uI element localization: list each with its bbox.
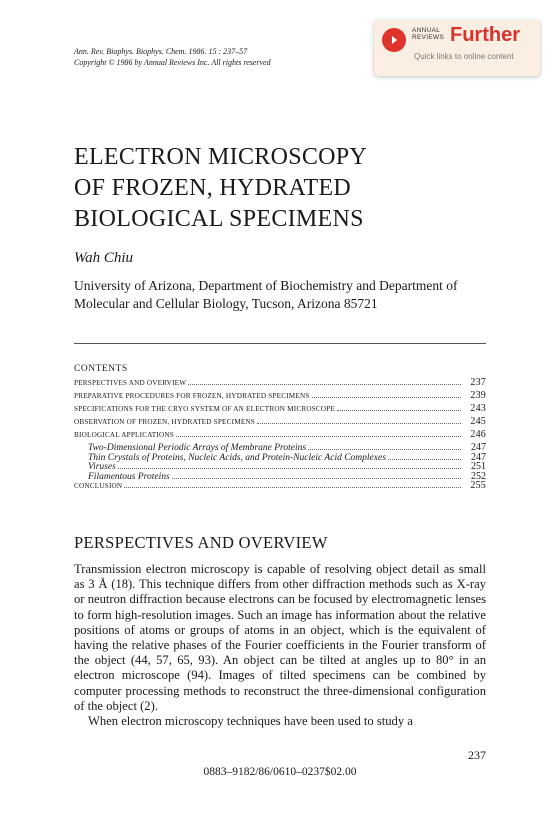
toc-entry-label: SPECIFICATIONS FOR THE CRYO SYSTEM OF AN ELECTRON MICROSCOPE xyxy=(74,405,336,413)
badge-reviews: REVIEWS xyxy=(412,34,445,41)
arrow-right-icon xyxy=(382,28,406,52)
toc-entry-page: 247 xyxy=(471,451,486,463)
toc-entry[interactable] xyxy=(74,452,486,462)
toc-leader-dots xyxy=(124,487,461,488)
toc-entry-page: 239 xyxy=(470,390,486,401)
toc-entry-page: 251 xyxy=(471,461,486,472)
toc-entry[interactable] xyxy=(74,416,486,429)
article-title xyxy=(74,142,494,235)
title-line1: ELECTRON MICROSCOPY xyxy=(74,144,368,170)
toc-leader-dots xyxy=(176,436,461,437)
badge-subtitle: Quick links to online content xyxy=(414,52,514,61)
toc-leader-dots xyxy=(188,384,461,385)
toc-entry[interactable] xyxy=(74,442,486,452)
body-paragraph: Transmission electron microscopy is capable of resolving object detail as small as 3 Å (18). This technique differs from other diffraction methods such as X-ray or neutron diffraction because electrons can be focused by electromagnetic lenses to form high-resolution images. Such an image has information about the relative positions of atoms or groups of atoms in an object, which is the equivalent of having the relative phases of the Fourier coefficients in the Fourier transform of the object (44, 57, 65, 93). An object can be tilted at angles up to 80° in an electron microscope (94). Images of tilted specimens can be combined by computer processing methods to reconstruct the three-dimensional configuration of the object (2). xyxy=(74,562,486,713)
toc-entry-label: Two-Dimensional Periodic Arrays of Membrane Proteins xyxy=(88,443,307,453)
toc-leader-dots xyxy=(312,397,461,398)
toc-entry[interactable] xyxy=(74,377,486,390)
page-number: 237 xyxy=(468,748,486,762)
toc-entry-page: 245 xyxy=(470,416,486,427)
badge-further: Further xyxy=(450,24,520,46)
toc-entry[interactable] xyxy=(74,471,486,481)
toc-entry-label: PREPARATIVE PROCEDURES FOR FROZEN, HYDRATED SPECIMENS xyxy=(74,392,310,400)
toc-entry-label: Viruses xyxy=(88,462,116,472)
body-text xyxy=(74,562,486,729)
divider-rule xyxy=(74,343,486,344)
toc-entry-page: 247 xyxy=(471,442,486,453)
toc-entry-page: 246 xyxy=(470,429,486,440)
body-paragraph: When electron microscopy techniques have been used to study a xyxy=(88,714,413,729)
toc-leader-dots xyxy=(388,459,461,460)
toc-leader-dots xyxy=(257,423,461,424)
toc-entry-page: 243 xyxy=(470,403,486,414)
toc-entry-label: PERSPECTIVES AND OVERVIEW xyxy=(74,379,187,387)
toc-entry-page: 237 xyxy=(470,377,486,388)
toc-leader-dots xyxy=(308,449,461,450)
toc-entry-label: CONCLUSION xyxy=(74,482,123,490)
toc-entry-page: 255 xyxy=(470,480,486,491)
toc-entry-label: Thin Crystals of Proteins, Nucleic Acids, and Protein-Nucleic Acid Complexes xyxy=(88,452,386,463)
further-badge[interactable] xyxy=(374,20,540,76)
title-line3: BIOLOGICAL SPECIMENS xyxy=(74,206,364,232)
footer-code: 0883–9182/86/0610–0237$02.00 xyxy=(203,766,357,778)
toc-entry[interactable] xyxy=(74,390,486,403)
toc-entry[interactable] xyxy=(74,429,486,442)
toc-entry[interactable] xyxy=(74,403,486,416)
toc-entry[interactable] xyxy=(74,480,486,493)
toc-entry-label: BIOLOGICAL APPLICATIONS xyxy=(74,431,174,439)
table-of-contents xyxy=(74,377,486,493)
badge-publisher xyxy=(412,27,444,41)
toc-leader-dots xyxy=(337,410,461,411)
toc-entry-label: OBSERVATION OF FROZEN, HYDRATED SPECIMENS xyxy=(74,418,256,426)
badge-annual: ANNUAL xyxy=(412,27,441,34)
author-affiliation: University of Arizona, Department of Biochemistry and Department of Molecular and Cellular Biology, Tucson, Arizona 85721 xyxy=(74,278,458,311)
journal-citation-line1: Ann. Rev. Biophys. Biophys. Chem. 1986. 15 : 237–57 xyxy=(74,47,248,56)
toc-entry-page: 252 xyxy=(471,470,486,482)
author-name: Wah Chiu xyxy=(74,250,134,266)
journal-copyright-line: Copyright © 1986 by Annual Reviews Inc. All rights reserved xyxy=(74,58,271,67)
toc-entry-label: Filamentous Proteins xyxy=(88,471,170,482)
section-heading: PERSPECTIVES AND OVERVIEW xyxy=(74,533,328,552)
journal-citation xyxy=(74,46,271,68)
toc-leader-dots xyxy=(118,468,461,469)
toc-leader-dots xyxy=(172,478,461,479)
contents-heading: CONTENTS xyxy=(74,364,128,374)
title-line2: OF FROZEN, HYDRATED xyxy=(74,175,352,201)
